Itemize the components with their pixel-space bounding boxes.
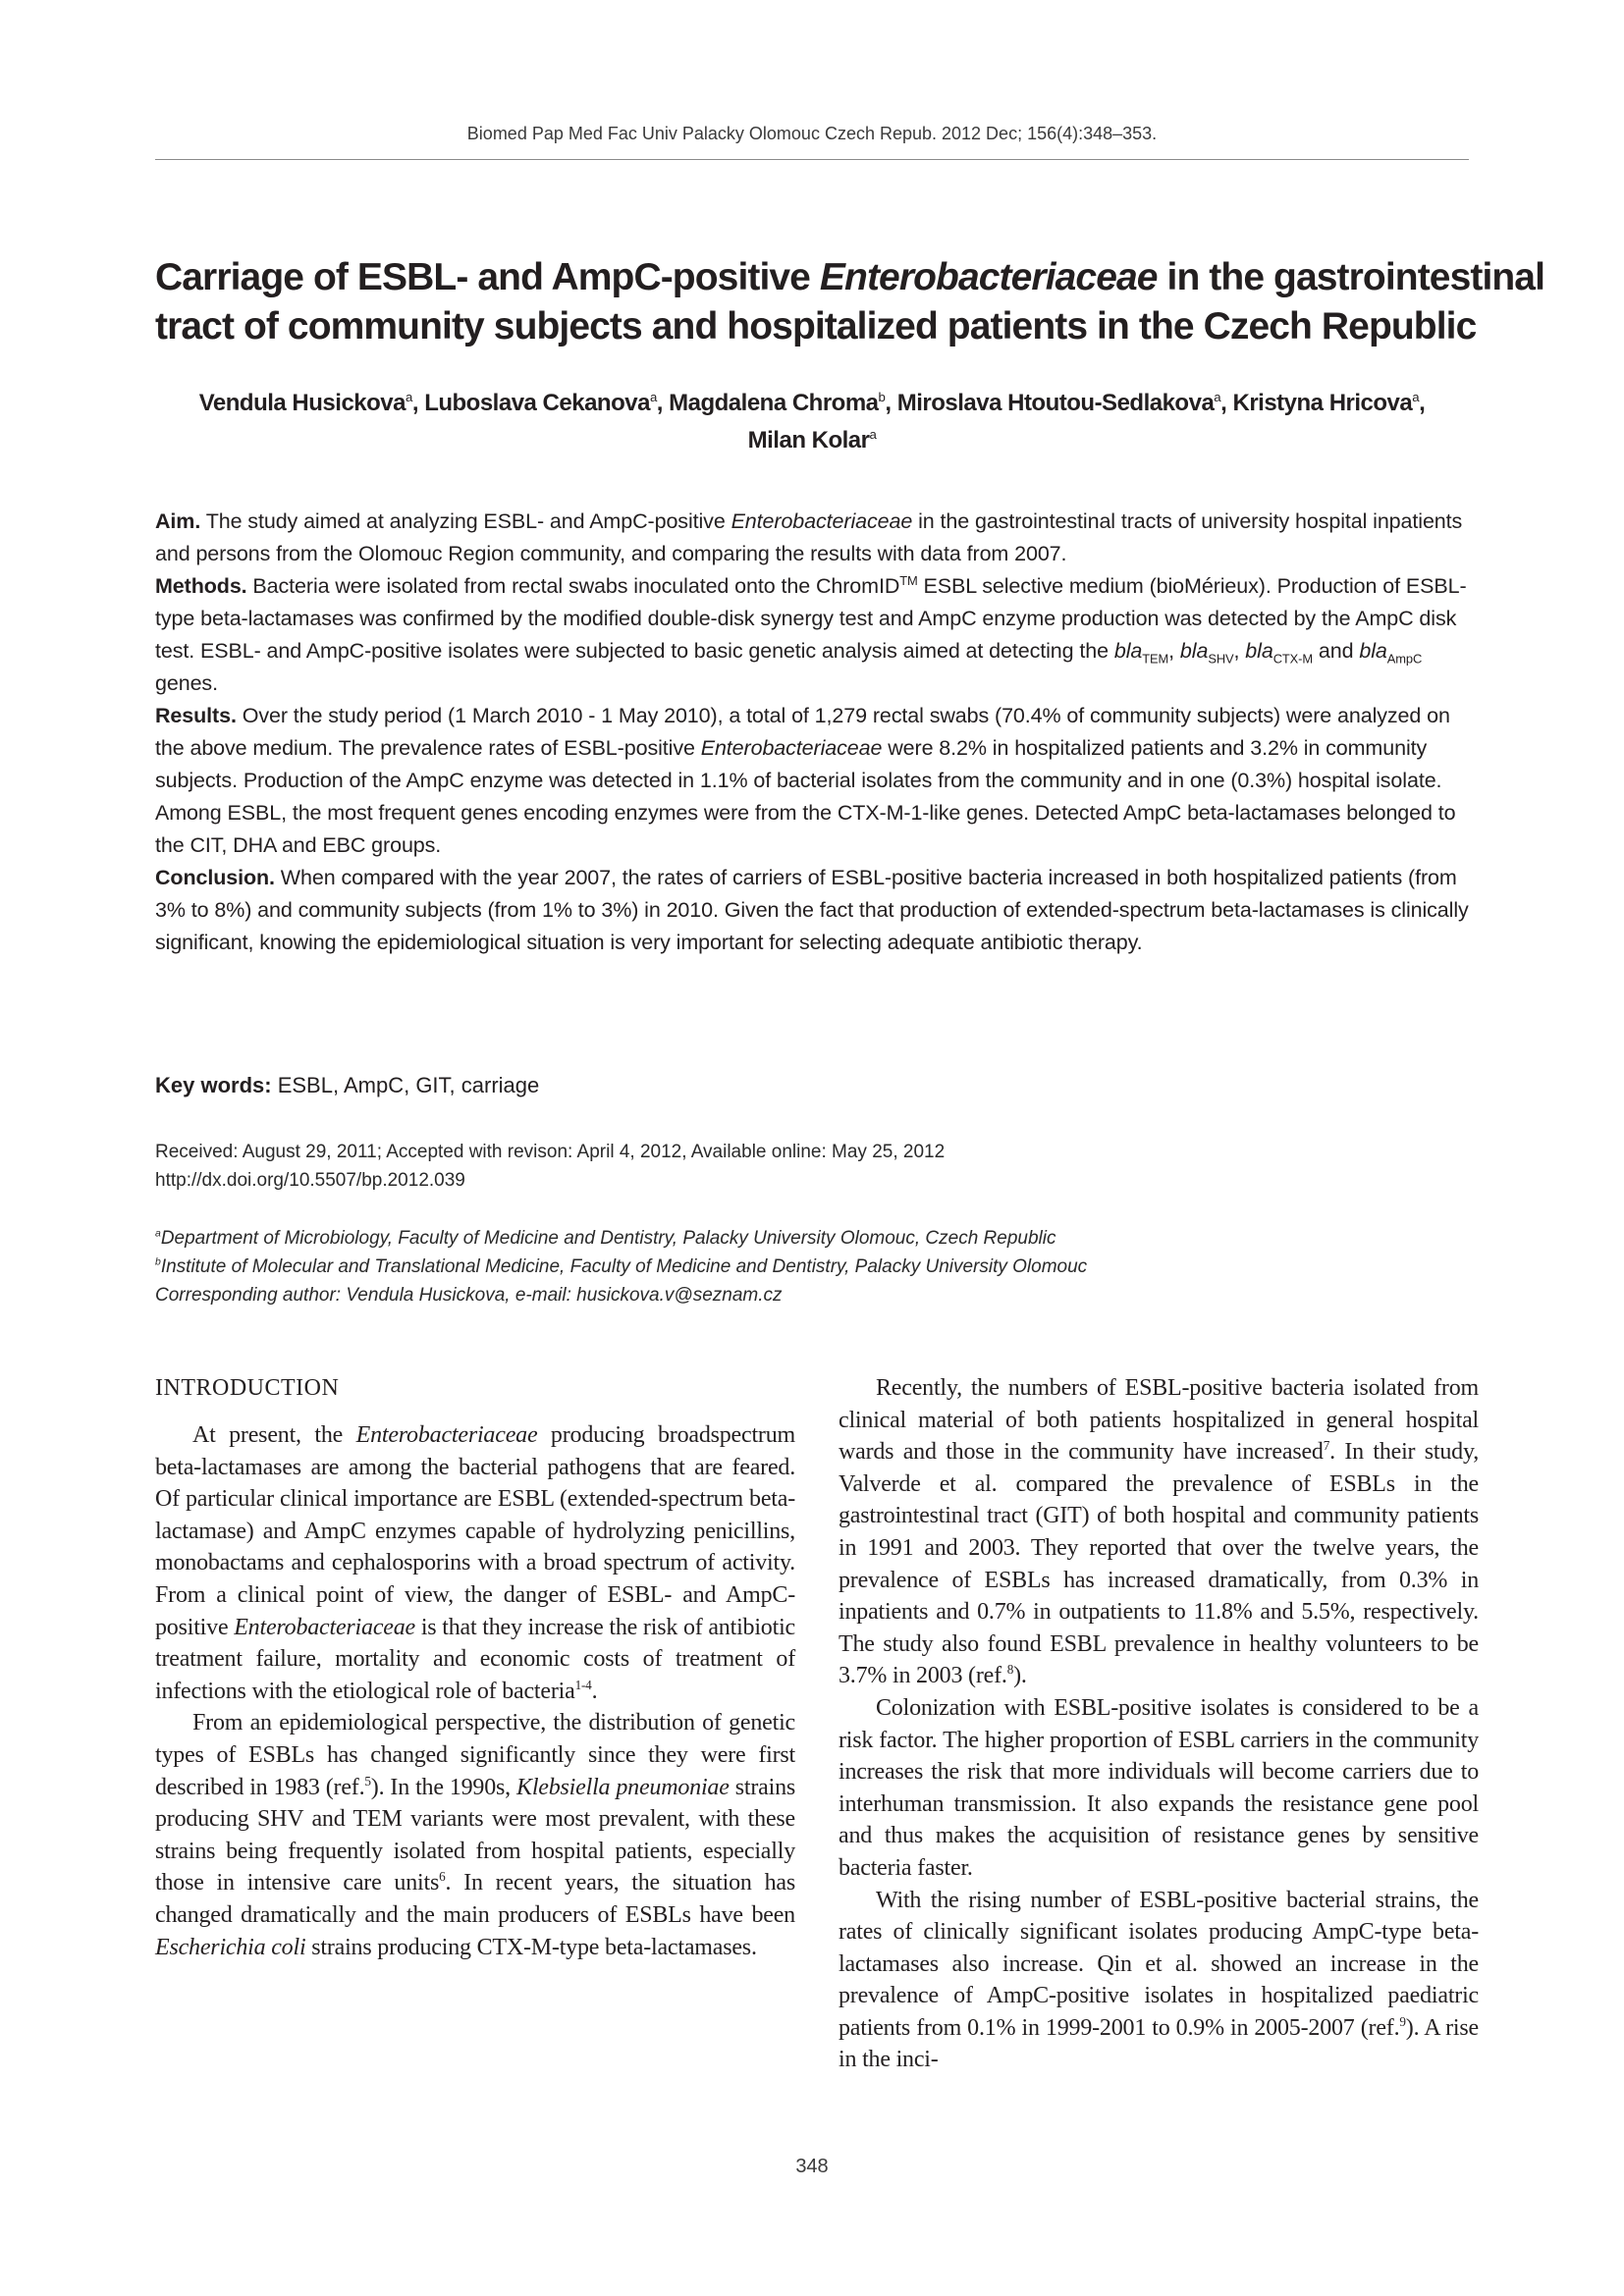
- abstract-aim: Aim. The study aimed at analyzing ESBL- and AmpC-positive Enterobacteriaceae in the gastrointestinal tracts of university hospital inpatients and persons from the Olomouc Region community, and comparing the results with data from 2007.: [155, 509, 1463, 565]
- author: Magdalena Chroma: [669, 390, 879, 416]
- paragraph: Recently, the numbers of ESBL-positive bacteria isolated from clinical material of both patients hospitalized in general hospital wards and those in the community have increased$^7$. In their study, Valverde et al. compared the prevalence of ESBLs in the gastrointestinal tract (GIT) of both hospital and community patients in 1991 and 2003. They reported that over the twelve years, the prevalence of ESBLs has increased dramatically, from 0.3% in inpatients and 0.7% in outpatients to 11.8% and 5.5%, respectively. The study also found ESBL prevalence in healthy volunteers to be 3.7% in 2003 (ref.$^8$).: [839, 1375, 1479, 1689]
- keywords: Key words: ESBL, AmpC, GIT, carriage: [155, 1073, 540, 1097]
- paragraph: From an epidemiological perspective, the distribution of genetic types of ESBLs has changed significantly since they were first described in 1983 (ref.$^5$). In the 1990s, Klebsiella pneumoniae strains producing SHV and TEM variants were most prevalent, with these strains being frequently isolated from hospital patients, especially those in intensive care units$^6$. In recent years, the situation has changed dramatically and the main producers of ESBLs have been Escherichia coli strains producing CTX-M-type beta-lactamases.: [155, 1710, 796, 1960]
- body-column-right: [839, 1372, 1479, 2076]
- author-line-2: Milan Kolar$^a$: [747, 427, 877, 454]
- author: Vendula Husickova: [198, 390, 406, 416]
- abstract-label: Conclusion.: [155, 866, 275, 889]
- abstract-label: Methods.: [155, 574, 247, 598]
- received-dates: Received: August 29, 2011; Accepted with revison: April 4, 2012, Available online: May 25, 2012: [155, 1142, 946, 1162]
- article-title: [155, 253, 1545, 351]
- author: Milan Kolar: [747, 427, 870, 454]
- abstract-results: Results. Over the study period (1 March 2010 - 1 May 2010), a total of 1,279 rectal swabs (70.4% of community subjects) were analyzed on the above medium. The prevalence rates of ESBL-positive Enterobacteriaceae were 8.2% in hospitalized patients and 3.2% in community subjects. Production of the AmpC enzyme was detected in 1.1% of bacterial isolates from the community and in one (0.3%) hospital isolate. Among ESBL, the most frequent genes encoding enzymes were from the CTX-M-1-like genes. Detected AmpC beta-lactamases belonged to the CIT, DHA and EBC groups.: [155, 704, 1456, 857]
- author-line-1: Vendula Husickova$^a$, Luboslava Cekanova$^a$, Magdalena Chroma$^b$, Miroslava Htoutou-Sedlakova$^a$, Kristyna Hricova$^a$,: [198, 390, 1426, 416]
- abstract: [155, 506, 1469, 959]
- body-column-left: [155, 1372, 795, 1963]
- header-rule: [155, 159, 1469, 160]
- author-list: [155, 385, 1469, 459]
- title-line-2: tract of community subjects and hospitalized patients in the Czech Republic: [155, 305, 1477, 347]
- abstract-label: Aim.: [155, 509, 201, 533]
- affiliation-b: $^b$Institute of Molecular and Translational Medicine, Faculty of Medicine and Dentistry, Palacky University Olomouc: [155, 1256, 1088, 1277]
- received-info: [155, 1138, 1469, 1195]
- abstract-conclusion: Conclusion. When compared with the year 2007, the rates of carriers of ESBL-positive bacteria increased in both hospitalized patients (from 3% to 8%) and community subjects (from 1% to 3%) in 2010. Given the fact that production of extended-spectrum beta-lactamases is clinically significant, knowing the epidemiological situation is very important for selecting adequate antibiotic therapy.: [155, 866, 1469, 954]
- affiliation-a: $^a$Department of Microbiology, Faculty of Medicine and Dentistry, Palacky University Olomouc, Czech Republic: [155, 1228, 1056, 1249]
- journal-reference: Biomed Pap Med Fac Univ Palacky Olomouc Czech Repub. 2012 Dec; 156(4):348–353.: [466, 124, 1158, 143]
- doi-link[interactable]: http://dx.doi.org/10.5507/bp.2012.039: [155, 1170, 465, 1191]
- author: Miroslava Htoutou-Sedlakova: [896, 390, 1215, 416]
- title-line-1: Carriage of ESBL- and AmpC-positive Enterobacteriaceae in the gastrointestinal: [155, 256, 1545, 298]
- section-heading: INTRODUCTION: [155, 1375, 340, 1401]
- paragraph: At present, the Enterobacteriaceae producing broadspectrum beta-lactamases are among the bacterial pathogens that are feared. Of particular clinical importance are ESBL (extended-spectrum beta-lactamase) and AmpC enzymes capable of hydrolyzing penicillins, monobactams and cephalosporins with a broad spectrum of activity. From a clinical point of view, the danger of ESBL- and AmpC-positive Enterobacteriaceae is that they increase the risk of antibiotic treatment failure, mortality and economic costs of treatment of infections with the etiological role of bacteria$^{1-4}$.: [155, 1422, 795, 1704]
- page-number: 348: [795, 2156, 829, 2177]
- paragraph: With the rising number of ESBL-positive bacterial strains, the rates of clinically significant isolates producing AmpC-type beta-lactamases also increase. Qin et al. showed an increase in the prevalence of AmpC-positive isolates in hospitalized paediatric patients from 0.1% in 1999-2001 to 0.9% in 2005-2007 (ref.$^9$). A rise in the inci-: [839, 1887, 1479, 2073]
- author: Kristyna Hricova: [1232, 390, 1413, 416]
- abstract-label: Results.: [155, 704, 237, 727]
- affiliations: [155, 1224, 1469, 1309]
- author: Luboslava Cekanova: [424, 390, 650, 416]
- abstract-methods: Methods. Bacteria were isolated from rectal swabs inoculated onto the ChromID™ ESBL selective medium (bioMérieux). Production of ESBL-type beta-lactamases was confirmed by the modified double-disk synergy test and AmpC enzyme production was detected by the AmpC disk test. ESBL- and AmpC-positive isolates were subjected to basic genetic analysis aimed at detecting the bla$_{TEM}$, bla$_{SHV}$, bla$_{CTX-M}$ and bla$_{AmpC}$ genes.: [155, 572, 1467, 695]
- paragraph: Colonization with ESBL-positive isolates is considered to be a risk factor. The higher proportion of ESBL carriers in the community increases the risk that more individuals will become carriers due to interhuman transmission. It also expands the resistance gene pool and thus makes the acquisition of resistance genes by sensitive bacteria faster.: [839, 1694, 1479, 1881]
- corresponding-author: Corresponding author: Vendula Husickova, e-mail: husickova.v@seznam.cz: [155, 1285, 783, 1306]
